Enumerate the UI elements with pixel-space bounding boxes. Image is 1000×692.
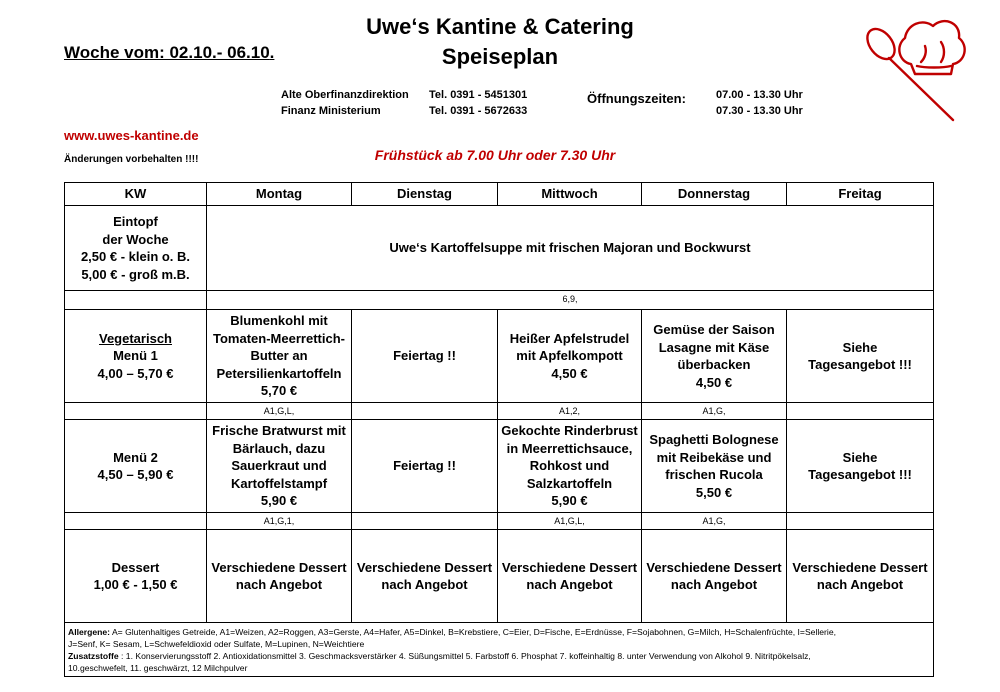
additives-thursday: A1,G,: [642, 513, 787, 530]
vegetarian-title: Vegetarisch: [99, 330, 172, 346]
eintopf-dish: Uwe‘s Kartoffelsuppe mit frischen Majoran und Bockwurst: [207, 206, 934, 291]
opening-time-1: 07.00 - 13.30 Uhr: [716, 89, 803, 101]
dessert-tuesday: [352, 530, 498, 623]
empty-cell: [65, 291, 207, 310]
eintopf-label: [65, 206, 207, 291]
dish-line: mit Apfelkompott: [516, 348, 623, 364]
vegetarian-monday: [207, 310, 352, 403]
eintopf-row: [65, 206, 934, 291]
dish-line: Lasagne mit Käse: [658, 339, 770, 355]
eintopf-label-line: Eintopf: [113, 214, 158, 229]
dish-line: Spaghetti Bolognese: [649, 432, 779, 447]
vegetarian-thursday: [642, 310, 787, 403]
dish-line: Gekochte Rinderbrust: [501, 423, 638, 439]
menu-plan-title: Speiseplan: [441, 44, 559, 69]
menu2-tuesday: Feiertag !!: [352, 420, 498, 513]
dish-line: Siehe: [842, 339, 878, 355]
vegetarian-price-range: 4,00 – 5,70 €: [97, 365, 174, 381]
dish-line: Petersilienkartoffeln: [216, 365, 342, 381]
empty-cell: [787, 403, 934, 420]
additive-line-1: [68, 650, 931, 662]
location-1: Alte Oberfinanzdirektion: [281, 89, 409, 101]
vegetarian-friday: [787, 310, 934, 403]
menu2-price-range: 4,50 – 5,90 €: [97, 467, 174, 482]
eintopf-price-large: 5,00 € - groß m.B.: [81, 266, 190, 282]
dessert-monday: [207, 530, 352, 623]
legend-row: [65, 623, 934, 677]
allergen-line-1: [68, 626, 931, 638]
dish-line: frischen Rucola: [665, 467, 763, 482]
dish-line: nach Angebot: [235, 577, 323, 592]
week-range: [64, 43, 274, 63]
vegetarian-additives-row: [65, 403, 934, 420]
empty-cell: [787, 513, 934, 530]
phone-1: Tel. 0391 - 5451301: [429, 89, 528, 101]
dish-line: Tomaten-Meerrettich-: [213, 330, 345, 346]
vegetarian-tuesday: Feiertag !!: [352, 310, 498, 403]
additives-monday: A1,G,1,: [207, 513, 352, 530]
table-header-row: [65, 183, 934, 206]
menu2-row: [65, 420, 934, 513]
additives-thursday: A1,G,: [642, 403, 787, 420]
dish-line: Heißer Apfelstrudel: [509, 330, 630, 346]
dish-price: 4,50 €: [551, 365, 588, 381]
eintopf-additives-row: [65, 291, 934, 310]
dish-line: nach Angebot: [670, 577, 758, 592]
menu2-additives-row: [65, 513, 934, 530]
dish-line: Tagesangebot !!!: [808, 467, 912, 482]
dish-price: 5,70 €: [260, 383, 298, 399]
dish-line: Siehe: [842, 449, 878, 465]
opening-hours-label: Öffnungszeiten:: [587, 91, 686, 106]
allergen-label: Allergene:: [68, 627, 111, 637]
dish-line: in Meerrettichsauce,: [506, 440, 633, 456]
allergen-legend: [65, 623, 934, 677]
menu2-friday: [787, 420, 934, 513]
opening-time-2: 07.30 - 13.30 Uhr: [716, 105, 803, 117]
vegetarian-label: [65, 310, 207, 403]
menu2-name: Menü 2: [113, 449, 158, 465]
dish-line: Verschiedene Dessert: [356, 559, 493, 575]
header-wednesday: Mittwoch: [498, 183, 642, 206]
dessert-friday: [787, 530, 934, 623]
additive-label: Zusatzstoffe: [68, 651, 119, 661]
dish-price: 4,50 €: [695, 374, 733, 390]
dish-line: Frische Bratwurst mit: [212, 423, 346, 439]
header-tuesday: Dienstag: [352, 183, 498, 206]
phone-2: Tel. 0391 - 5672633: [429, 105, 528, 117]
dessert-thursday: [642, 530, 787, 623]
menu2-wednesday: [498, 420, 642, 513]
menu2-label: [65, 420, 207, 513]
vegetarian-row: [65, 310, 934, 403]
week-range-text: Woche vom: 02.10.- 06.10: [64, 43, 270, 62]
dish-price: 5,90 €: [551, 493, 588, 509]
dessert-wednesday: [498, 530, 642, 623]
dish-price: 5,50 €: [695, 484, 733, 500]
eintopf-label-line: der Woche: [102, 231, 169, 247]
website-link[interactable]: www.uwes-kantine.de: [64, 128, 199, 143]
eintopf-price-small: 2,50 € - klein o. B.: [80, 249, 191, 264]
dish-line: Bärlauch, dazu: [232, 440, 326, 456]
vegetarian-wednesday: [498, 310, 642, 403]
empty-cell: [65, 403, 207, 420]
additives-wednesday: A1,G,L,: [498, 513, 642, 530]
restaurant-title: Uwe‘s Kantine & Catering: [366, 14, 634, 39]
breakfast-notice: Frühstück ab 7.00 Uhr oder 7.30 Uhr: [374, 147, 616, 163]
dish-line: nach Angebot: [816, 577, 904, 592]
dish-line: Salzkartoffeln: [526, 475, 613, 491]
dessert-price-range: 1,00 € - 1,50 €: [93, 577, 178, 592]
header-monday: Montag: [207, 183, 352, 206]
dish-line: Verschiedene Dessert: [501, 559, 638, 575]
additives-wednesday: A1,2,: [498, 403, 642, 420]
dish-line: Verschiedene Dessert: [792, 559, 928, 575]
dish-line: Sauerkraut und: [231, 458, 327, 474]
dish-line: mit Reibekäse und: [656, 449, 772, 465]
dish-line: nach Angebot: [526, 577, 613, 592]
dish-line: Kartoffelstampf: [230, 475, 328, 491]
dish-line: Tagesangebot !!!: [808, 357, 912, 372]
empty-cell: [352, 403, 498, 420]
dish-line: Gemüse der Saison: [653, 322, 775, 337]
empty-cell: [65, 513, 207, 530]
week-range-dot: .: [269, 43, 275, 62]
location-2: Finanz Ministerium: [281, 105, 381, 117]
vegetarian-menu-name: Menü 1: [113, 348, 158, 364]
menu-table: [64, 182, 934, 677]
chef-hat-and-spoon-icon: [855, 8, 970, 123]
dish-line: Blumenkohl mit: [230, 313, 328, 329]
dish-line: nach Angebot: [381, 577, 468, 592]
header-kw: KW: [65, 183, 207, 206]
allergen-line-2: J=Senf, K= Sesam, L=Schwefeldioxid oder Sulfate, M=Lupinen, N=Weichtiere: [68, 639, 365, 649]
dish-line: Verschiedene Dessert: [211, 559, 347, 575]
dish-line: Butter an: [250, 348, 308, 364]
eintopf-additives: 6,9,: [207, 291, 934, 310]
header-friday: Freitag: [787, 183, 934, 206]
dish-line: Verschiedene Dessert: [646, 559, 782, 575]
dessert-label: [65, 530, 207, 623]
menu2-monday: [207, 420, 352, 513]
additive-text: : 1. Konservierungsstoff 2. Antioxidationsmittel 3. Geschmacksverstärker 4. Süßungsmittel 5. Farbstoff 6. Phosphat 7. koffeinhaltig 8. unter Verwendung von Alkohol 9. Nitritpökelsalz,: [118, 651, 811, 661]
menu2-thursday: [642, 420, 787, 513]
dish-line: überbacken: [677, 357, 751, 372]
empty-cell: [352, 513, 498, 530]
dessert-title: Dessert: [111, 559, 160, 575]
additives-monday: A1,G,L,: [207, 403, 352, 420]
dish-line: Rohkost und: [529, 458, 610, 474]
dish-price: 5,90 €: [260, 493, 298, 509]
additive-line-2: 10.geschwefelt, 11. geschwärzt, 12 Milchpulver: [68, 663, 248, 673]
header-thursday: Donnerstag: [642, 183, 787, 206]
changes-notice: Änderungen vorbehalten !!!!: [64, 154, 199, 165]
allergen-text: A= Glutenhaltiges Getreide, A1=Weizen, A2=Roggen, A3=Gerste, A4=Hafer, A5=Dinkel, B=Krebstiere, C=Eier, D=Fische, E=Erdnüsse, F=Sojabohnen, G=Milch, H=Schalenfrüchte, I=Sellerie,: [110, 627, 836, 637]
dessert-row: [65, 530, 934, 623]
